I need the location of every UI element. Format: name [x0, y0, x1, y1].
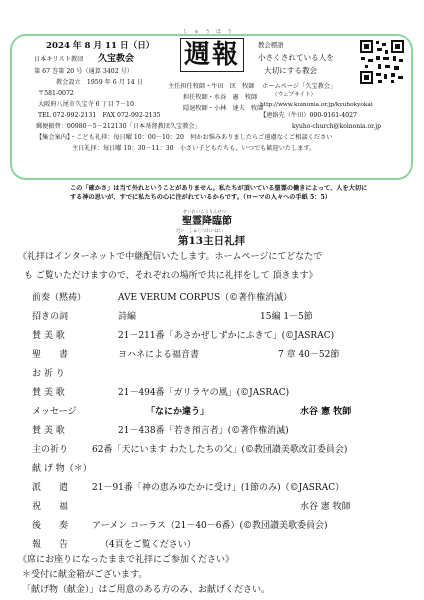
intro-line1: 《礼拝はインターネットで中継配信いたします。ホームページにてどなたで	[18, 252, 323, 262]
phone-fax: TEL 072-992-2131 FAX 072-992-2135	[38, 112, 161, 119]
program-detail: 21－91番「神の恵みゆたかに受け」(1節のみ)（©JASRAC）	[92, 483, 345, 493]
program-name: 賛 美 歌	[32, 426, 65, 436]
program-name: 聖 書	[32, 350, 69, 360]
program-name: 報 告	[32, 540, 69, 550]
program-name: 前奏（黙祷）	[32, 293, 87, 303]
intro-line2: も ご覧いただけますので、それぞれの場所で共に礼拝をして 頂きます》	[24, 271, 318, 281]
section-title: 聖霊降臨節	[182, 216, 232, 227]
program-detail: （4頁をご覧ください）	[100, 540, 196, 550]
postal-transfer: 郵便振替：00980－5－212130「日本基督教団久宝教会」	[36, 123, 201, 130]
footer-note-3: 「献げ物（献金）」はご用意のある方のみ、お献げください。	[22, 585, 271, 595]
program-name: メッセージ	[32, 407, 77, 417]
program-detail: 21－438番「若き預言者」(©著作権消滅)	[118, 426, 289, 436]
pastor-lead: 主任担任牧師・牛田 匡 牧師	[168, 83, 255, 90]
program-extra: 15編 1－5節	[260, 312, 313, 322]
program-name: 献 げ 物（＊）	[32, 464, 92, 474]
program-name: お 祈 り	[32, 369, 65, 379]
program-detail: アーメン コーラス（21－40－6番）(©教団讃美歌委員会)	[92, 521, 328, 531]
postal-code: 〒581-0072	[38, 90, 74, 97]
homepage-url[interactable]: http://www.koinonia.or.jp/kyuhokyokai	[260, 102, 373, 108]
program-detail: 21－494番「ガリラヤの風」(©JASRAC)	[118, 388, 290, 398]
program-extra: 7 章 40－52節	[278, 350, 340, 360]
program-detail: ヨハネによる福音書	[118, 350, 200, 360]
motto-heading: 教会標語	[258, 41, 284, 49]
scripture-notice: この「確かさ」は当て外れということがありません。私たちが頂いている聖霊の働きによって、人を大切にする神の思いが、すでに私たちの心に注がれているからです。（ローマの人々への手紙 5：5）	[70, 185, 368, 201]
motto-line2: 大切にする教会	[264, 66, 318, 75]
pastor-retired: 隠退牧師・小林 達夫 牧師	[183, 105, 264, 112]
homepage-label: ホームページ「久宝教会」	[262, 83, 337, 90]
program-name: 招きの詞	[32, 312, 69, 322]
program-name: 後 奏	[32, 521, 69, 531]
church-denomination: 日本キリスト教団	[34, 56, 84, 63]
footer-note-1: 《席にお座りになったままで礼拝にご参加ください》	[18, 555, 235, 565]
program-name: 賛 美 歌	[32, 388, 65, 398]
program-name: 派 遣	[32, 483, 69, 493]
founded-date: 教会設立 1959 年 6 月 14 日	[56, 79, 143, 86]
contact-phone: 【連絡先（牛田）090-9161-4027	[260, 112, 357, 119]
program-detail: 21－211番「あさかぜしずかにふきて」(©JASRAC)	[118, 331, 335, 341]
page-title: 週報	[180, 38, 244, 72]
issue-volume: 第 67 巻第 20 号（通算 3402 号）	[34, 68, 133, 75]
church-name: 久宝教会	[98, 54, 135, 64]
section-subtitle: 第13主日礼拝	[178, 235, 246, 247]
program-name: 祝 福	[32, 502, 69, 512]
program-extra: 水谷 憲 牧師	[300, 407, 352, 417]
homepage-sub: （ウェブサイト）	[272, 92, 317, 98]
qr-code[interactable]	[358, 38, 406, 86]
pastor-assistant: 担任牧師・水谷 憲 牧師	[183, 94, 258, 101]
program-detail: AVE VERUM CORPUS（©著作権消滅）	[118, 293, 293, 303]
program-detail: 詩編	[118, 312, 137, 322]
address: 大阪府八尾市久宝寺 6 丁目 7－10	[38, 101, 134, 108]
program-name: 主の祈り	[32, 445, 69, 455]
gathering-info: 【集会案内】・こども礼拝：毎日曜 10：00－10：20 何かお悩みありましたらご遠慮なくご相談ください	[36, 134, 333, 141]
program-name: 賛 美 歌	[32, 331, 65, 341]
program-detail: 62番「天にいます わたしたちの父」(©教団讃美歌改訂委員会)	[92, 445, 348, 455]
motto-line1: 小さくされている人を	[258, 53, 334, 62]
program-extra: 水谷 憲 牧師	[300, 502, 351, 512]
section-ruby: せいれいこうりんせつ	[183, 210, 226, 215]
qr-code-icon	[358, 38, 406, 86]
section-sub-ruby: だい しゅじつれいはい	[176, 229, 224, 234]
footer-note-2: ＊受付に献金箱がございます。	[22, 570, 148, 580]
gathering-info-2: 主日礼拝：毎日曜 10：30－11：30 小さい子どもたちも、いつでも歓迎いたします。	[72, 145, 316, 152]
message-title: 「なにか違う」	[146, 407, 210, 417]
title-ruby: しゅうほう	[183, 29, 239, 35]
issue-date: 2024 年 8 月 11 日（日）	[46, 41, 155, 51]
contact-email[interactable]: kyuho-church@koinonia.or.jp	[292, 123, 381, 130]
